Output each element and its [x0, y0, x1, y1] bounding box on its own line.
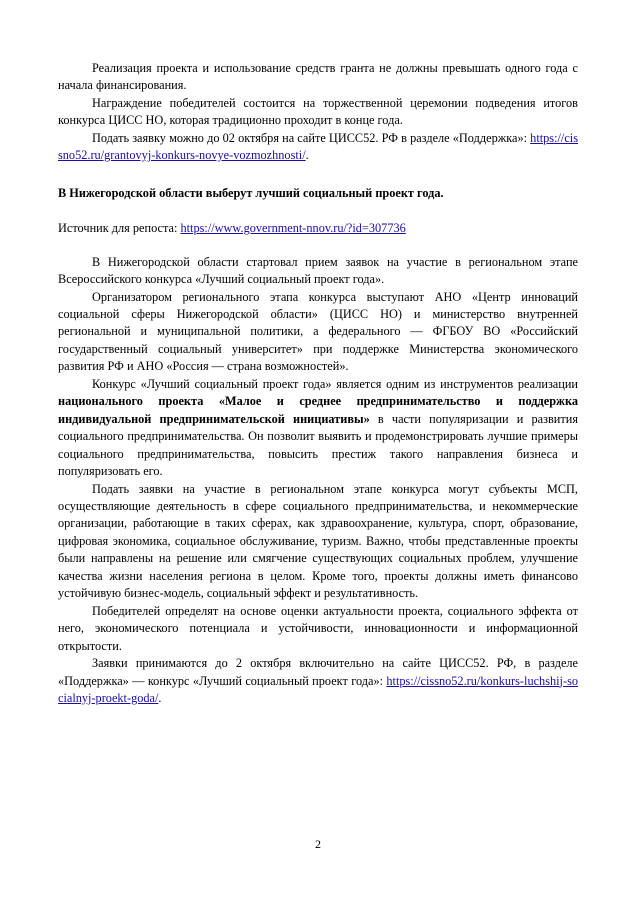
paragraph-application-deadline-1-text: Подать заявку можно до 02 октября на сайте ЦИСС52. РФ в разделе «Поддержка»: — [92, 130, 531, 145]
link-government-nnov[interactable]: https://www.government-nnov.ru/?id=307736 — [180, 221, 406, 236]
paragraph-national-project-part-2-bold: национального проекта «Малое и среднее предпринимательство и поддержка индивидуальной предпринимательской инициативы» — [58, 394, 578, 426]
link-grantovyj-konkurs[interactable]: https://cissno52.ru/grantovyj-konkurs-novye-vozmozhnosti/ — [58, 130, 578, 163]
paragraph-winner-criteria: Победителей определят на основе оценки актуальности проекта, социального эффекта от него, экономического потенциала и устойчивости, инновационности и информационной открытости. — [58, 603, 578, 653]
paragraph-application-deadline-2-period: . — [158, 690, 162, 705]
paragraph-organizers: Организатором регионального этапа конкурса выступают АНО «Центр инноваций социальной сферы Нижегородской области» (ЦИСС НО) и министерство внутренней региональной и муниципальной политики, а федерального — ФГБОУ ВО «Российский государственный социальный университет» при поддержке Министерства экономического развития РФ и АНО «Россия — страна возможностей». — [58, 289, 578, 374]
paragraph-application-deadline-1 — [58, 130, 578, 165]
section-heading-best-social-project: В Нижегородской области выберут лучший социальный проект года. — [58, 185, 444, 200]
paragraph-application-deadline-2-text: Заявки принимаются до 2 октября включительно на сайте ЦИСС52. РФ, в разделе «Поддержка» — конкурс «Лучший социальный проект года»: — [58, 656, 578, 688]
paragraph-application-deadline-2 — [58, 655, 578, 707]
paragraph-who-can-apply: Подать заявки на участие в региональном этапе конкурса могут субъекты МСП, осуществляющие деятельность в сфере социального предпринимательства, и некоммерческие организации, работающие в таких сферах, как здравоохранение, культура, спорт, образование, цифровая экономика, социальное обслуживание, туризм. Важно, чтобы представленные проекты были направлены на решение или смягчение существующих социальных проблем, улучшение качества жизни населения региона в целом. Кроме того, проекты должны иметь финансово устойчивую бизнес-модель, социальный эффект и результативность. — [58, 481, 578, 601]
paragraph-application-deadline-1-period: . — [305, 148, 309, 163]
paragraph-national-project — [58, 376, 578, 481]
paragraph-national-project-part-1: Конкурс «Лучший социальный проект года» является одним из инструментов реализации — [92, 376, 578, 391]
paragraph-contest-start: В Нижегородской области стартовал прием заявок на участие в региональном этапе Всероссийского конкурса «Лучший социальный проект года». — [58, 254, 578, 287]
page-number: 2 — [315, 837, 321, 851]
source-label: Источник для репоста: — [58, 221, 181, 236]
paragraph-grant-term: Реализация проекта и использование средств гранта не должны превышать одного года с начала финансирования. — [58, 61, 578, 93]
link-konkurs-luchshij-socialnyj-proekt[interactable]: https://cissno52.ru/konkurs-luchshij-socialnyj-proekt-goda/ — [58, 673, 578, 705]
paragraph-national-project-part-3: в части популяризации и развития социального предпринимательства. Он позволит выявить и продемонстрировать лучшие примеры социального предпринимательства, повысить престиж такого направления бизнеса и популяризовать его. — [58, 411, 578, 479]
source-line — [58, 220, 578, 237]
paragraph-award-ceremony: Награждение победителей состоится на торжественной церемонии подведения итогов конкурса ЦИСС НО, которая традиционно проходит в конце года. — [58, 95, 578, 128]
